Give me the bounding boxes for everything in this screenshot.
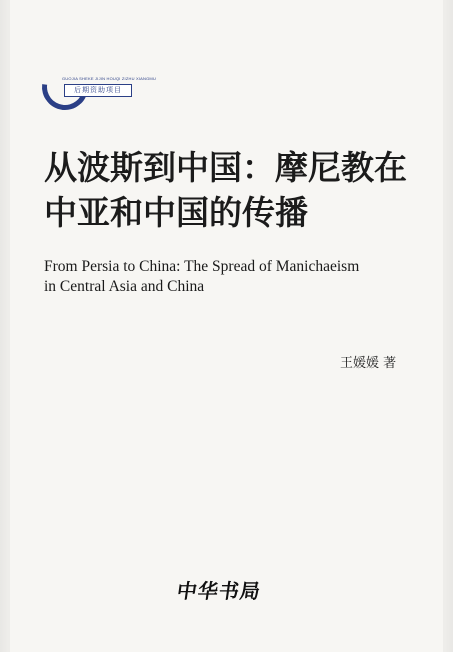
english-title-line-2: in Central Asia and China [44, 278, 205, 295]
right-scan-edge [443, 0, 453, 652]
author-credit: 王媛媛 著 [340, 356, 397, 371]
chinese-title [44, 145, 424, 235]
left-scan-edge [0, 0, 10, 652]
english-title-line-1: From Persia to China: The Spread of Manichaeism [44, 258, 360, 275]
series-english-line: GUOJIA SHEKE JIJIN HOUQI ZIZHU XIANGMU [62, 76, 157, 81]
series-logo [42, 64, 157, 116]
english-title [44, 257, 434, 297]
series-badge: 后期资助项目 [64, 84, 132, 97]
chinese-title-line-1: 从波斯到中国：摩尼教在 [44, 148, 407, 187]
publisher-name: 中华书局 [175, 579, 263, 603]
chinese-title-line-2: 中亚和中国的传播 [44, 193, 308, 232]
